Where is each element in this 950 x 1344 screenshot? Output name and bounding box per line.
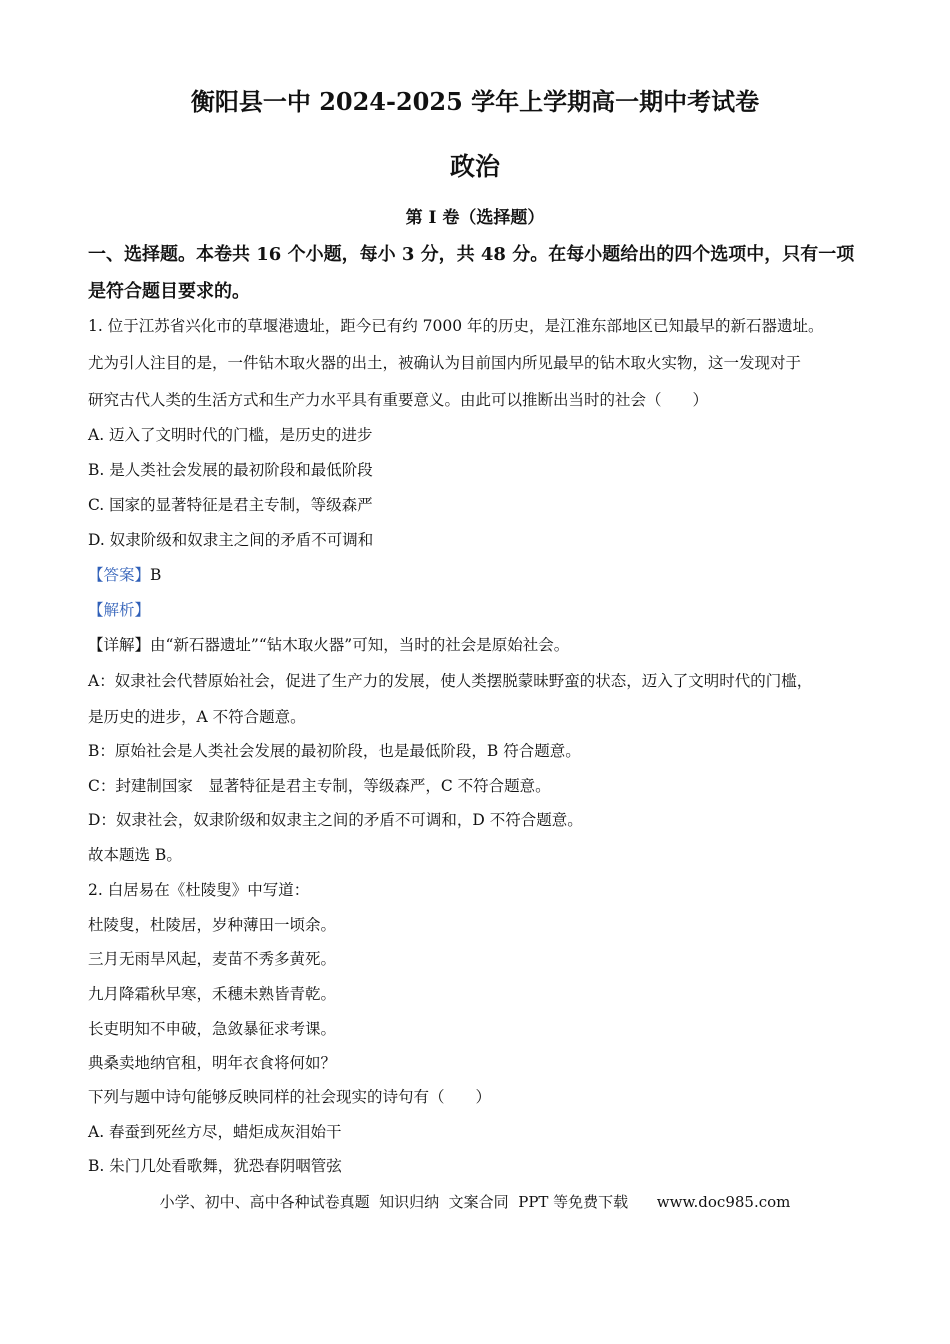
q1-option-a: A. 迈入了文明时代的门槛，是历史的进步	[88, 426, 373, 444]
analysis-tag: 【解析】	[88, 601, 151, 619]
q2-stem: 2. 白居易在《杜陵叟》中写道：	[88, 881, 310, 899]
q1-explain-c: C：封建制国家 显著特征是君主专制，等级森严，C 不符合题意。	[88, 777, 551, 795]
q1-explain-a-line2: 是历史的进步，A 不符合题意。	[88, 708, 306, 726]
q1-detail: 【详解】由“新石器遗址”“钻木取火器”可知，当时的社会是原始社会。	[88, 636, 570, 654]
answer-tag: 【答案】	[88, 566, 151, 584]
q1-analysis	[88, 598, 878, 620]
page-footer: 小学、初中、高中各种试卷真题 知识归纳 文案合同 PPT 等免费下载 www.doc985.com	[159, 1193, 791, 1211]
q1-stem-line1: 1. 位于江苏省兴化市的草堰港遗址，距今已有约 7000 年的历史，是江淮东部地区已知最早的新石器遗址。	[88, 317, 824, 335]
section-instructions-line2: 是符合题目要求的。	[88, 281, 250, 302]
q2-poem-line4: 长吏明知不申破，急敛暴征求考课。	[88, 1020, 337, 1038]
q1-explain-b: B：原始社会是人类社会发展的最初阶段，也是最低阶段，B 符合题意。	[88, 742, 581, 760]
q2-poem-line3: 九月降霜秋早寒，禾穗未熟皆青乾。	[88, 985, 337, 1003]
subject-title: 政治	[449, 152, 500, 181]
q1-conclusion: 故本题选 B。	[88, 846, 182, 864]
q1-explain-a-line1: A：奴隶社会代替原始社会，促进了生产力的发展，使人类摆脱蒙昧野蛮的状态，迈入了文明时代的门槛，	[88, 672, 813, 690]
q2-option-a: A. 春蚕到死丝方尽，蜡炬成灰泪始干	[88, 1123, 342, 1141]
q1-answer	[88, 563, 878, 585]
q1-option-c: C. 国家的显著特征是君主专制，等级森严	[88, 496, 373, 514]
section-instructions-line1: 一、选择题。本卷共 16 个小题，每小 3 分，共 48 分。在每小题给出的四个选项中，只有一项	[88, 244, 855, 265]
q2-option-b: B. 朱门几处看歌舞，犹恐春阴咽管弦	[88, 1157, 342, 1175]
q1-option-b: B. 是人类社会发展的最初阶段和最低阶段	[88, 461, 373, 479]
q1-stem-line3: 研究古代人类的生活方式和生产力水平具有重要意义。由此可以推断出当时的社会（ ）	[88, 391, 709, 409]
volume-heading: 第 I 卷（选择题）	[405, 208, 545, 228]
answer-value: B	[150, 566, 162, 584]
q2-question: 下列与题中诗句能够反映同样的社会现实的诗句有（ ）	[88, 1088, 492, 1106]
q1-explain-d: D：奴隶社会，奴隶阶级和奴隶主之间的矛盾不可调和，D 不符合题意。	[88, 811, 583, 829]
q2-poem-line5: 典桑卖地纳官租，明年衣食将何如？	[88, 1054, 337, 1072]
exam-title: 衡阳县一中 2024-2025 学年上学期高一期中考试卷	[190, 87, 760, 116]
q1-stem-line2: 尤为引人注目的是，一件钻木取火器的出土，被确认为目前国内所见最早的钻木取火实物，这一发现对于	[88, 354, 802, 372]
q2-poem-line1: 杜陵叟，杜陵居，岁种薄田一顷余。	[88, 916, 337, 934]
q1-option-d: D. 奴隶阶级和奴隶主之间的矛盾不可调和	[88, 531, 374, 549]
q2-poem-line2: 三月无雨旱风起，麦苗不秀多黄死。	[88, 950, 337, 968]
